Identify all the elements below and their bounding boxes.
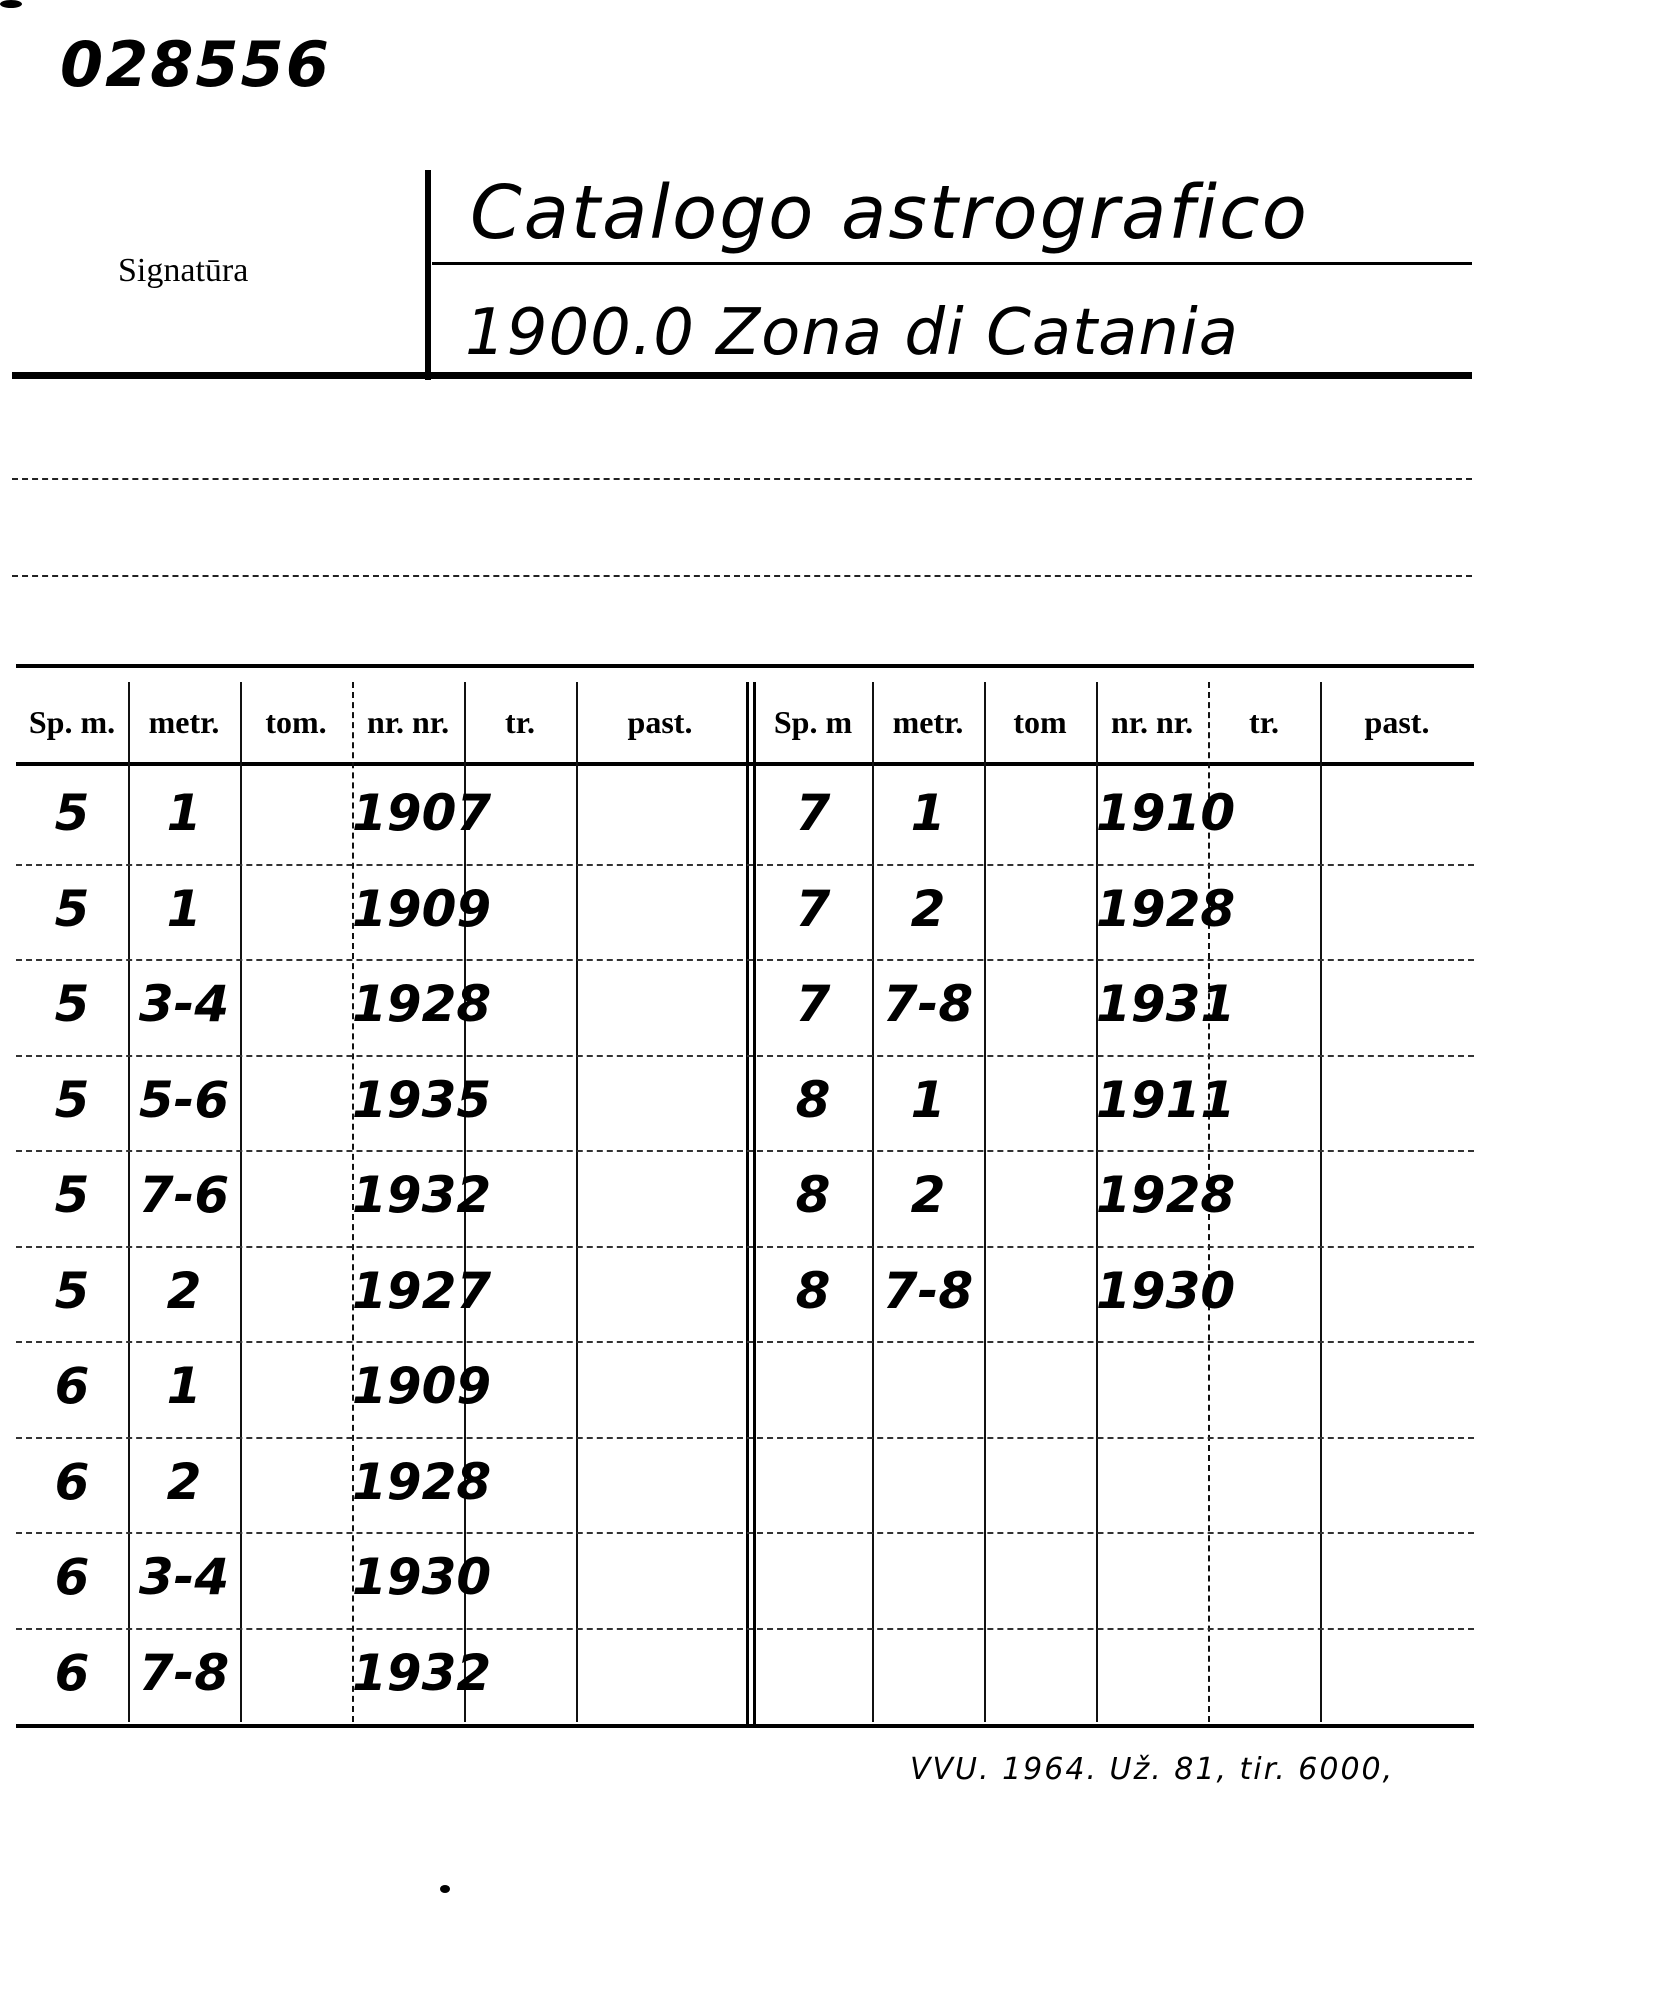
header-tr: tr. xyxy=(1249,704,1279,740)
catalog-title: Catalogo astrografico xyxy=(470,170,1309,256)
records-table xyxy=(16,664,1474,1724)
cell-sp-m: 6 xyxy=(54,1452,90,1511)
cell-metr: 2 xyxy=(166,1452,202,1511)
cell-nr-nr: 1909 xyxy=(352,1357,492,1415)
cell-sp-m: 6 xyxy=(54,1643,90,1702)
cell-nr-nr: 1928 xyxy=(352,975,492,1033)
header-rule xyxy=(12,372,1472,379)
header-metr: metr. xyxy=(148,704,220,740)
header-past: past. xyxy=(1364,704,1430,740)
cell-metr: 2 xyxy=(910,879,946,938)
row-rule xyxy=(16,1150,1474,1152)
header-tom: tom. xyxy=(265,704,327,740)
blank-line xyxy=(12,575,1472,577)
cell-metr: 1 xyxy=(910,784,946,842)
cell-metr: 7-8 xyxy=(882,1261,974,1320)
cell-metr: 2 xyxy=(910,1166,946,1224)
blank-line xyxy=(12,478,1472,480)
cell-nr-nr: 1931 xyxy=(1096,975,1236,1033)
table-top-rule xyxy=(16,664,1474,668)
row-rule xyxy=(16,959,1474,961)
cell-sp-m: 8 xyxy=(795,1070,831,1129)
catalog-subtitle: 1900.0 Zona di Catania xyxy=(465,296,1239,370)
header-nr-nr: nr. nr. xyxy=(366,704,450,740)
column-rule xyxy=(240,682,242,1722)
scan-speck xyxy=(0,0,22,8)
cell-metr: 1 xyxy=(166,879,202,938)
column-rule xyxy=(576,682,578,1722)
cell-nr-nr: 1928 xyxy=(352,1452,492,1511)
cell-sp-m: 5 xyxy=(54,1070,90,1129)
cell-nr-nr: 1930 xyxy=(1096,1261,1236,1320)
row-rule xyxy=(16,1437,1474,1439)
row-rule xyxy=(16,1628,1474,1630)
cell-metr: 1 xyxy=(166,1357,202,1415)
cell-metr: 7-6 xyxy=(138,1166,230,1224)
cell-nr-nr: 1930 xyxy=(352,1548,492,1606)
cell-sp-m: 5 xyxy=(54,879,90,938)
cell-sp-m: 8 xyxy=(795,1261,831,1320)
cell-metr: 5-6 xyxy=(138,1070,230,1129)
card-number: 028556 xyxy=(60,28,331,101)
cell-metr: 7-8 xyxy=(138,1643,230,1702)
cell-sp-m: 5 xyxy=(54,975,90,1033)
printer-note: VVU. 1964. Už. 81, tir. 6000, xyxy=(910,1752,1395,1787)
header-sp-m: Sp. m. xyxy=(28,704,116,740)
table-bottom-rule xyxy=(16,1724,1474,1728)
cell-metr: 2 xyxy=(166,1261,202,1320)
column-rule xyxy=(984,682,986,1722)
cell-metr: 1 xyxy=(166,784,202,842)
cell-nr-nr: 1932 xyxy=(352,1166,492,1224)
cell-metr: 3-4 xyxy=(138,1548,230,1606)
row-rule xyxy=(16,864,1474,866)
cell-nr-nr: 1927 xyxy=(352,1261,492,1320)
header-metr: metr. xyxy=(892,704,964,740)
title-rule xyxy=(432,262,1472,265)
cell-sp-m: 6 xyxy=(54,1357,90,1415)
cell-sp-m: 5 xyxy=(54,1166,90,1224)
cell-sp-m: 7 xyxy=(795,975,831,1033)
row-rule xyxy=(16,1055,1474,1057)
cell-nr-nr: 1911 xyxy=(1096,1070,1236,1129)
scan-speck xyxy=(440,1885,450,1893)
cell-sp-m: 8 xyxy=(795,1166,831,1224)
table-header-rule xyxy=(16,762,1474,766)
cell-nr-nr: 1910 xyxy=(1096,784,1236,842)
header-nr-nr: nr. nr. xyxy=(1110,704,1194,740)
cell-nr-nr: 1928 xyxy=(1096,879,1236,938)
cell-sp-m: 7 xyxy=(795,784,831,842)
cell-nr-nr: 1935 xyxy=(352,1070,492,1129)
header-sp-m: Sp. m xyxy=(773,704,853,740)
cell-metr: 1 xyxy=(910,1070,946,1129)
header-tom: tom xyxy=(1013,704,1067,740)
column-rule xyxy=(1320,682,1322,1722)
cell-sp-m: 7 xyxy=(795,879,831,938)
cell-nr-nr: 1907 xyxy=(352,784,492,842)
cell-sp-m: 5 xyxy=(54,1261,90,1320)
cell-nr-nr: 1932 xyxy=(352,1643,492,1702)
signatura-label: Signatūra xyxy=(118,252,249,289)
row-rule xyxy=(16,1246,1474,1248)
cell-metr: 7-8 xyxy=(882,975,974,1033)
cell-metr: 3-4 xyxy=(138,975,230,1033)
cell-sp-m: 5 xyxy=(54,784,90,842)
row-rule xyxy=(16,1532,1474,1534)
row-rule xyxy=(16,1341,1474,1343)
header-past: past. xyxy=(627,704,693,740)
cell-sp-m: 6 xyxy=(54,1548,90,1606)
cell-nr-nr: 1928 xyxy=(1096,1166,1236,1224)
cell-nr-nr: 1909 xyxy=(352,879,492,938)
signatura-divider xyxy=(425,170,431,380)
header-tr: tr. xyxy=(505,704,535,740)
